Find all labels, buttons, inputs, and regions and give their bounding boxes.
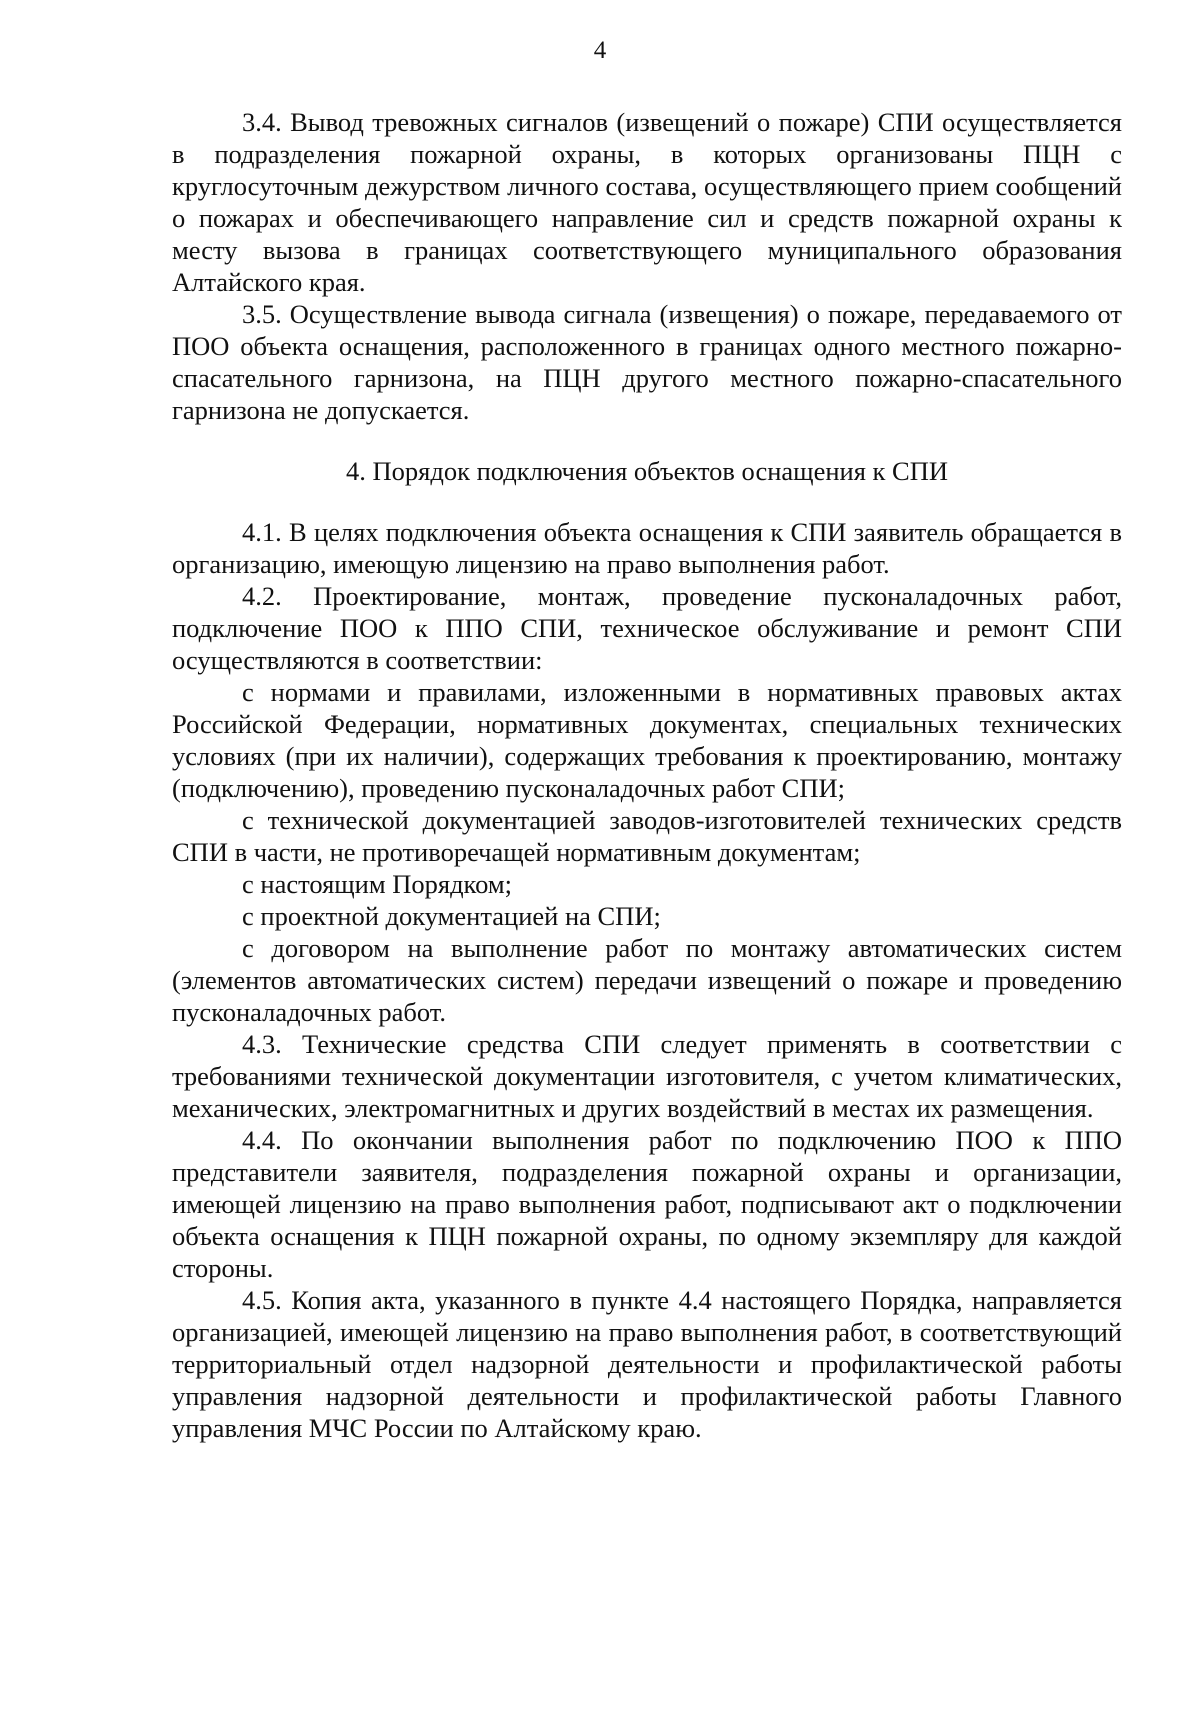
paragraph-4-3: 4.3. Технические средства СПИ следует применять в соответствии с требованиями технической документации изготовителя, с учетом климатических, механических, электромагнитных и других воздействий в местах их размещения. bbox=[172, 1029, 1122, 1123]
document-body bbox=[172, 106, 1122, 1444]
list-item-contract: с договором на выполнение работ по монтажу автоматических систем (элементов автоматических систем) передачи извещений о пожаре и проведению пусконаладочных работ. bbox=[172, 933, 1122, 1027]
paragraph-4-4: 4.4. По окончании выполнения работ по подключению ПОО к ППО представители заявителя, подразделения пожарной охраны и организации, имеющей лицензию на право выполнения работ, подписывают акт о подключении объекта оснащения к ПЦН пожарной охраны, по одному экземпляру для каждой стороны. bbox=[172, 1125, 1122, 1283]
section-heading: 4. Порядок подключения объектов оснащения к СПИ bbox=[346, 456, 948, 486]
list-item-procedure: с настоящим Порядком; bbox=[242, 869, 512, 899]
list-item-norms: с нормами и правилами, изложенными в нормативных правовых актах Российской Федерации, нормативных документах, специальных технических условиях (при их наличии), содержащих требования к проектированию, монтажу (подключению), проведению пусконаладочных работ СПИ; bbox=[172, 677, 1122, 803]
paragraph-3-5: 3.5. Осуществление вывода сигнала (извещения) о пожаре, передаваемого от ПОО объекта оснащения, расположенного в границах одного местного пожарно-спасательного гарнизона, на ПЦН другого местного пожарно-спасательного гарнизона не допускается. bbox=[172, 299, 1122, 425]
paragraph-4-5: 4.5. Копия акта, указанного в пункте 4.4 настоящего Порядка, направляется организацией, имеющей лицензию на право выполнения работ, в соответствующий территориальный отдел надзорной деятельности и профилактической работы управления надзорной деятельности и профилактической работы Главного управления МЧС России по Алтайскому краю. bbox=[172, 1285, 1122, 1443]
list-item-project-docs: с проектной документацией на СПИ; bbox=[242, 901, 661, 931]
paragraph-4-1: 4.1. В целях подключения объекта оснащения к СПИ заявитель обращается в организацию, имеющую лицензию на право выполнения работ. bbox=[172, 517, 1122, 579]
list-item-tech-docs: с технической документацией заводов-изготовителей технических средств СПИ в части, не противоречащей нормативным документам; bbox=[172, 805, 1122, 867]
paragraph-4-2: 4.2. Проектирование, монтаж, проведение пусконаладочных работ, подключение ПОО к ППО СПИ, техническое обслуживание и ремонт СПИ осуществляются в соответствии: bbox=[172, 581, 1122, 675]
paragraph-3-4: 3.4. Вывод тревожных сигналов (извещений о пожаре) СПИ осуществляется в подразделения пожарной охраны, в которых организованы ПЦН с круглосуточным дежурством личного состава, осуществляющего прием сообщений о пожарах и обеспечивающего направление сил и средств пожарной охраны к месту вызова в границах соответствующего муниципального образования Алтайского края. bbox=[172, 107, 1122, 297]
page-number: 4 bbox=[593, 37, 607, 64]
